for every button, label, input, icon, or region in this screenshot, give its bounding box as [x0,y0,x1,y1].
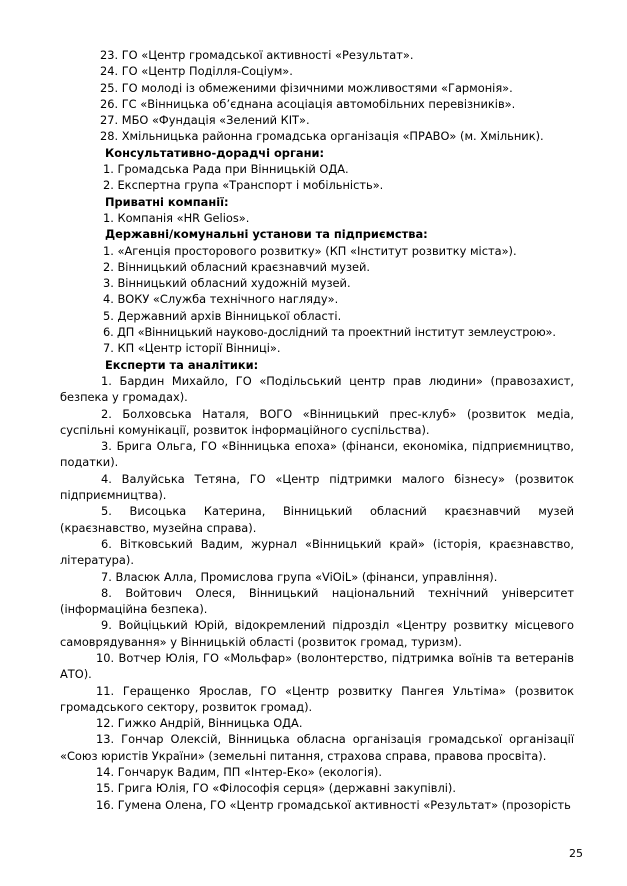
expert-item: 7. Власюк Алла, Промислова група «ViOiL» (фінанси, управління). [101,569,498,584]
expert-item: 2. Болховська Наталя, ВОГО «Вінницький прес-клуб» (розвиток медіа, суспільні комунікації, розвиток інформаційного суспільства). [60,406,574,437]
section-heading-experts: Експерти та аналітики: [105,357,259,372]
list-item: 4. ВОКУ «Служба технічного нагляду». [103,292,339,307]
list-item: 7. КП «Центр історії Вінниці». [103,341,281,356]
expert-item: 8. Войтович Олеся, Вінницький національний технічний університет (інформаційна безпека). [60,585,574,617]
list-item: 1. «Агенція просторового розвитку» (КП «Інститут розвитку міста»). [103,243,517,258]
list-item: 5. Державний архів Вінницької області. [103,308,342,323]
section-heading-private: Приватні компанії: [105,194,229,209]
expert-item: 11. Геращенко Ярослав, ГО «Центр розвитку Пангея Ультіма» (розвиток громадського сектору, розвиток громад). [60,683,574,714]
expert-item: 4. Валуйська Тетяна, ГО «Центр підтримки малого бізнесу» (розвиток підприємництва). [60,471,574,503]
expert-item: 3. Брига Ольга, ГО «Вінницька епоха» (фінанси, економіка, підприємництво, податки). [60,439,574,470]
list-item: 26. ГС «Вінницька об’єднана асоціація автомобільних перевізників». [100,96,516,111]
list-item: 1. Компанія «HR Gelios». [103,210,250,225]
list-item: 25. ГО молоді із обмеженими фізичними можливостями «Гармонія». [100,80,513,95]
page-number: 25 [569,847,583,860]
list-item: 2. Експертна група «Транспорт і мобільність». [103,178,384,193]
section-heading-state: Державні/комунальні установи та підприємства: [105,227,428,242]
list-item: 6. ДП «Вінницький науково-дослідний та проектний інститут землеустрою». [103,325,556,340]
section-heading-advisory: Консультативно-дорадчі органи: [105,145,325,160]
expert-item: 14. Гончарук Вадим, ПП «Інтер-Еко» (екологія). [96,765,382,780]
expert-item: 16. Гумена Олена, ГО «Центр громадської активності «Результат» (прозорість [96,797,571,812]
expert-item: 15. Грига Юлія, ГО «Філософія серця» (державні закупівлі). [96,781,457,796]
page-content [60,47,574,813]
list-item: 3. Вінницький обласний художній музей. [103,276,351,291]
list-item: 23. ГО «Центр громадської активності «Результат». [100,48,414,62]
expert-item: 13. Гончар Олексій, Вінницька обласна організація громадської організації «Союз юристів України» (земельні питання, страхова справа, правова просвіта). [60,732,574,763]
expert-item: 5. Висоцька Катерина, Вінницький обласний краєзнавчий музей (краєзнавство, музейна справа). [60,504,574,535]
list-item: 2. Вінницький обласний краєзнавчий музей. [103,259,371,274]
expert-item: 12. Гижко Андрій, Вінницька ОДА. [96,716,303,731]
list-item: 1. Громадська Рада при Вінницькій ОДА. [103,162,349,177]
expert-item: 1. Бардин Михайло, ГО «Подільський центр прав людини» (правозахист, безпека у громадах). [60,373,574,405]
expert-item: 6. Вітковський Вадим, журнал «Вінницький край» (історія, краєзнавство, література). [60,536,574,568]
expert-item: 10. Вотчер Юлія, ГО «Мольфар» (волонтерство, підтримка воїнів та ветеранів АТО). [60,650,574,682]
expert-item: 9. Войціцький Юрій, відокремлений підрозділ «Центру розвитку місцевого самоврядування» у Вінницькій області (розвиток громад, туризм). [60,618,574,649]
list-item: 24. ГО «Центр Поділля-Соціум». [100,64,293,79]
list-item: 28. Хмільницька районна громадська організація «ПРАВО» (м. Хмільник). [100,129,544,144]
list-item: 27. МБО «Фундація «Зелений КІТ». [100,113,310,128]
